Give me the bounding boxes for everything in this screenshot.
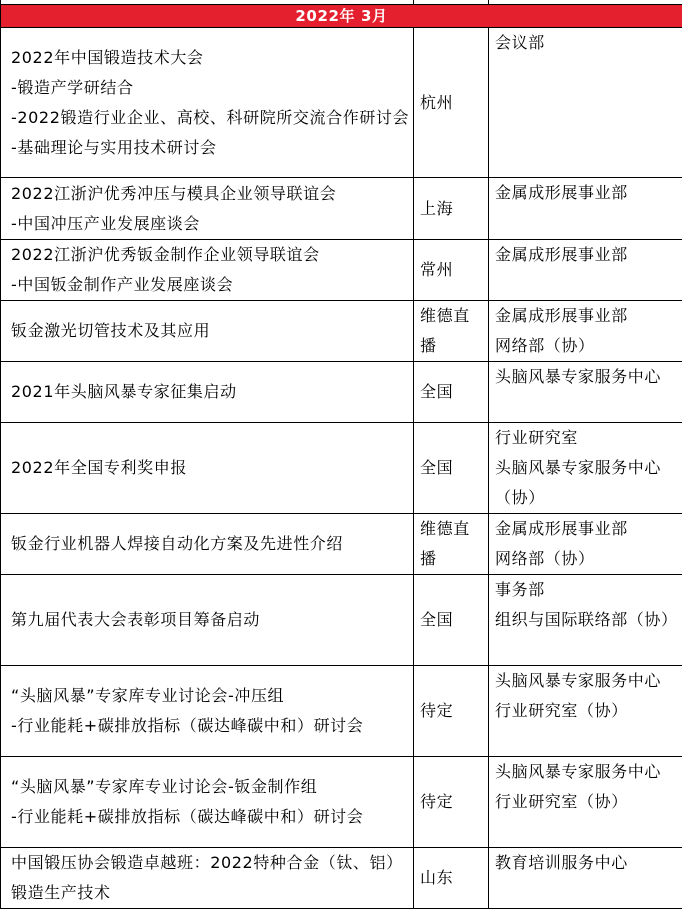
event-line: -基础理论与实用技术研讨会 — [11, 137, 217, 157]
event-line: 2021年头脑风暴专家征集启动 — [11, 382, 237, 401]
department-line: 教育培训服务中心 — [495, 853, 628, 872]
department-cell — [489, 848, 682, 909]
event-line: 钣金激光切管技术及其应用 — [11, 321, 211, 340]
event-line: -中国冲压产业发展座谈会 — [11, 213, 200, 233]
event-cell — [1, 514, 414, 575]
department-cell — [489, 666, 682, 757]
table-row — [1, 178, 682, 240]
location-cell: 上海 — [414, 178, 489, 240]
department-cell — [489, 514, 682, 575]
department-cell — [489, 362, 682, 423]
event-line: -行业能耗+碳排放指标（碳达峰碳中和）研讨会 — [11, 807, 364, 826]
table-row — [1, 666, 682, 757]
department-cell — [489, 575, 682, 666]
event-line: -锻造产学研结合 — [11, 77, 134, 97]
location-cell: 待定 — [414, 666, 489, 757]
department-cell — [489, 301, 682, 362]
event-line: 第九届代表大会表彰项目筹备启动 — [11, 610, 261, 629]
event-line: “头脑风暴”专家库专业讨论会-冲压组 — [11, 686, 285, 705]
event-line: -中国钣金制作产业发展座谈会 — [11, 275, 234, 294]
event-cell — [1, 757, 414, 848]
event-cell — [1, 362, 414, 423]
department-line: 头脑风暴专家服务中心 — [495, 762, 662, 781]
department-cell — [489, 28, 682, 178]
table-row — [1, 848, 682, 909]
department-line: 行业研究室（协） — [495, 792, 628, 811]
month-header: 2022年 3月 — [1, 5, 682, 28]
department-cell — [489, 178, 682, 240]
event-cell — [1, 666, 414, 757]
table-row — [1, 575, 682, 666]
location-cell: 维德直播 — [414, 301, 489, 362]
department-line: 组织与国际联络部（协） — [495, 610, 678, 629]
table-row — [1, 514, 682, 575]
month-header-row — [1, 5, 682, 28]
location-cell: 维德直播 — [414, 514, 489, 575]
department-line: 行业研究室 — [495, 428, 579, 447]
event-line: 2022江浙沪优秀冲压与模具企业领导联谊会 — [11, 183, 337, 203]
department-line: 金属成形展事业部 — [495, 306, 628, 325]
department-cell — [489, 423, 682, 514]
location-cell: 杭州 — [414, 28, 489, 178]
event-line: 钣金行业机器人焊接自动化方案及先进性介绍 — [11, 534, 344, 553]
location-cell: 全国 — [414, 423, 489, 514]
event-cell — [1, 848, 414, 909]
department-cell — [489, 757, 682, 848]
event-line: “头脑风暴”专家库专业讨论会-钣金制作组 — [11, 777, 318, 796]
department-line: 事务部 — [495, 580, 545, 599]
department-line: 金属成形展事业部 — [495, 245, 628, 264]
event-cell — [1, 301, 414, 362]
event-line: 2022江浙沪优秀钣金制作企业领导联谊会 — [11, 245, 320, 264]
event-cell — [1, 178, 414, 240]
department-line: 头脑风暴专家服务中心 — [495, 671, 662, 690]
event-line: 中国锻压协会锻造卓越班：2022特种合金（钛、铝）锻造生产技术 — [11, 853, 403, 902]
event-cell — [1, 28, 414, 178]
department-line: 网络部（协） — [495, 549, 595, 568]
department-line: 头脑风暴专家服务中心 — [495, 367, 662, 386]
event-line: 2022年全国专利奖申报 — [11, 458, 187, 477]
table-row — [1, 240, 682, 301]
event-line: 2022年中国锻造技术大会 — [11, 47, 204, 67]
table-row — [1, 757, 682, 848]
event-line: -行业能耗+碳排放指标（碳达峰碳中和）研讨会 — [11, 716, 364, 735]
department-cell — [489, 240, 682, 301]
event-cell — [1, 240, 414, 301]
location-cell: 全国 — [414, 362, 489, 423]
event-cell — [1, 575, 414, 666]
location-cell: 常州 — [414, 240, 489, 301]
table-row — [1, 301, 682, 362]
table-row — [1, 362, 682, 423]
location-cell: 山东 — [414, 848, 489, 909]
department-line: 金属成形展事业部 — [495, 519, 628, 538]
department-line: 会议部 — [495, 33, 545, 52]
department-line: 头脑风暴专家服务中心（协） — [495, 458, 662, 507]
location-cell: 待定 — [414, 757, 489, 848]
table-row — [1, 28, 682, 178]
table-row — [1, 423, 682, 514]
department-line: 行业研究室（协） — [495, 701, 628, 720]
department-line: 网络部（协） — [495, 336, 595, 355]
event-line: -2022锻造行业企业、高校、科研院所交流合作研讨会 — [11, 107, 410, 127]
location-cell: 全国 — [414, 575, 489, 666]
event-cell — [1, 423, 414, 514]
department-line: 金属成形展事业部 — [495, 183, 628, 202]
